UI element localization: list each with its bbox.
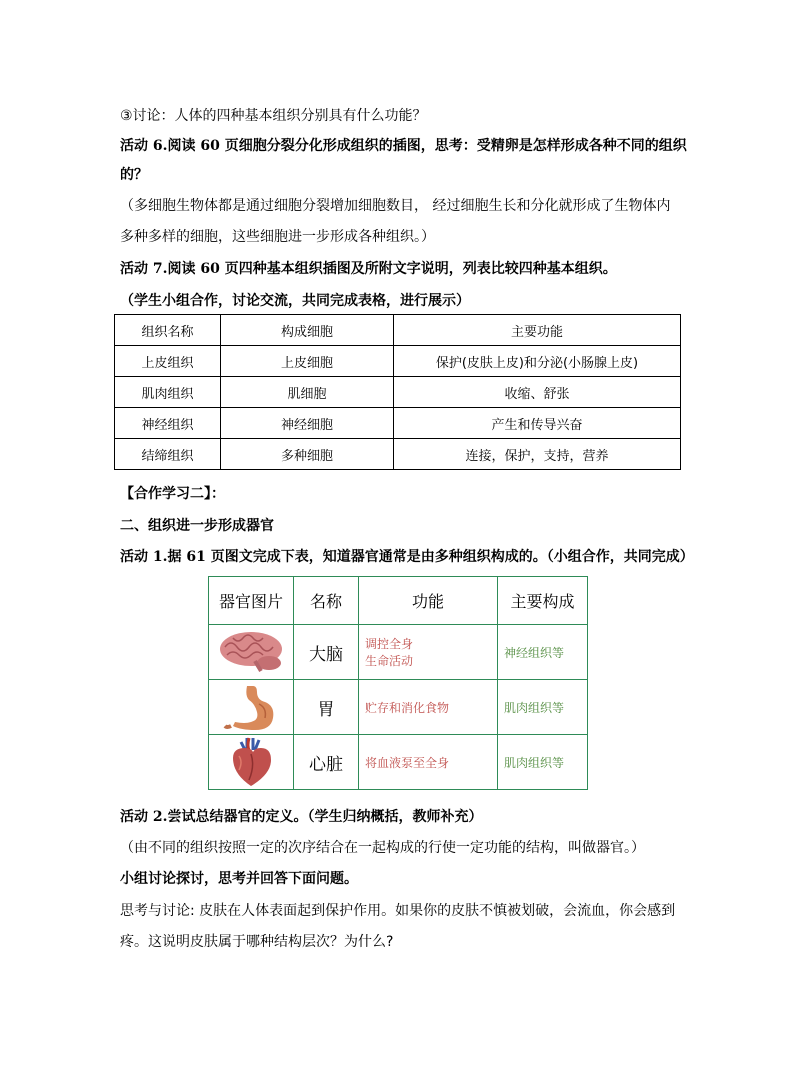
table-cell: 肌肉组织: [115, 377, 221, 408]
table-row: [115, 346, 681, 377]
table-header-cell: 功能: [359, 577, 498, 625]
organ-composition: 肌肉组织等: [498, 680, 588, 735]
activity-7-title: 活动 7.阅读 60 页四种基本组织插图及所附文字说明，列表比较四种基本组织。: [120, 261, 617, 277]
table-row: [209, 680, 588, 735]
table-cell: 产生和传导兴奋: [394, 408, 681, 439]
table-cell: 多种细胞: [221, 439, 394, 470]
activity-1-title: 活动 1.据 61 页图文完成下表，知道器官通常是由多种组织构成的。（小组合作，共同完成）: [120, 549, 694, 565]
table-cell: 保护(皮肤上皮)和分泌(小肠腺上皮): [394, 346, 681, 377]
discussion-question-skin: 思考与讨论: 皮肤在人体表面起到保护作用。如果你的皮肤不慎被划破，会流血，你会感到: [120, 903, 676, 919]
organ-name: 心脏: [294, 735, 359, 790]
table-header-cell: 名称: [294, 577, 359, 625]
table-row: [209, 577, 588, 625]
table-header-cell: 主要构成: [498, 577, 588, 625]
heart-image: [209, 735, 294, 790]
tissue-table: [114, 314, 681, 470]
table-cell: 连接，保护，支持，营养: [394, 439, 681, 470]
table-row: [115, 439, 681, 470]
stomach-image: [209, 680, 294, 735]
organ-function: [359, 625, 498, 680]
table-header-cell: 器官图片: [209, 577, 294, 625]
table-cell: 肌细胞: [221, 377, 394, 408]
table-header-cell: 主要功能: [394, 315, 681, 346]
organ-function-line: 调控全身: [365, 637, 414, 651]
discussion-question: ③讨论：人体的四种基本组织分别具有什么功能？: [120, 108, 427, 124]
brain-icon: [215, 629, 287, 675]
table-row: [209, 625, 588, 680]
organ-table: [208, 576, 588, 790]
organ-definition: （由不同的组织按照一定的次序结合在一起构成的行使一定功能的结构，叫做器官。）: [120, 840, 645, 856]
table-cell: 上皮组织: [115, 346, 221, 377]
group-discussion-prompt: 小组讨论探讨，思考并回答下面问题。: [120, 871, 358, 887]
table-header-cell: 组织名称: [115, 315, 221, 346]
table-cell: 收缩、舒张: [394, 377, 681, 408]
activity-6-answer: （多细胞生物体都是通过细胞分裂增加细胞数目， 经过细胞生长和分化就形成了生物体内: [120, 198, 671, 214]
discussion-question-skin-cont: 疼。这说明皮肤属于哪种结构层次？为什么?: [120, 934, 394, 950]
table-header-cell: 构成细胞: [221, 315, 394, 346]
brain-image: [209, 625, 294, 680]
table-row: [115, 377, 681, 408]
section-two-heading: 二、组织进一步形成器官: [120, 518, 274, 534]
organ-function: 将血液泵至全身: [359, 735, 498, 790]
activity-6-title: 活动 6.阅读 60 页细胞分裂分化形成组织的插图，思考：受精卵是怎样形成各种不同的组织: [120, 138, 687, 154]
table-cell: 神经组织: [115, 408, 221, 439]
cooperative-learning-heading: 【合作学习二】：: [120, 486, 225, 502]
table-row: [115, 408, 681, 439]
organ-name: 大脑: [294, 625, 359, 680]
stomach-icon: [223, 682, 279, 732]
organ-composition: 肌肉组织等: [498, 735, 588, 790]
heart-icon: [227, 736, 275, 788]
activity-6-answer-cont: 多种多样的细胞，这些细胞进一步形成各种组织。）: [120, 229, 435, 245]
table-row: [115, 315, 681, 346]
table-cell: 上皮细胞: [221, 346, 394, 377]
activity-2-title: 活动 2.尝试总结器官的定义。（学生归纳概括，教师补充）: [120, 809, 483, 825]
organ-name: 胃: [294, 680, 359, 735]
organ-function-line: 生命活动: [365, 654, 414, 668]
table-cell: 结缔组织: [115, 439, 221, 470]
activity-6-title-cont: 的？: [120, 167, 148, 183]
table-row: [209, 735, 588, 790]
organ-function: 贮存和消化食物: [359, 680, 498, 735]
table-cell: 神经细胞: [221, 408, 394, 439]
organ-composition: 神经组织等: [498, 625, 588, 680]
activity-7-note: （学生小组合作，讨论交流，共同完成表格，进行展示）: [120, 293, 470, 309]
